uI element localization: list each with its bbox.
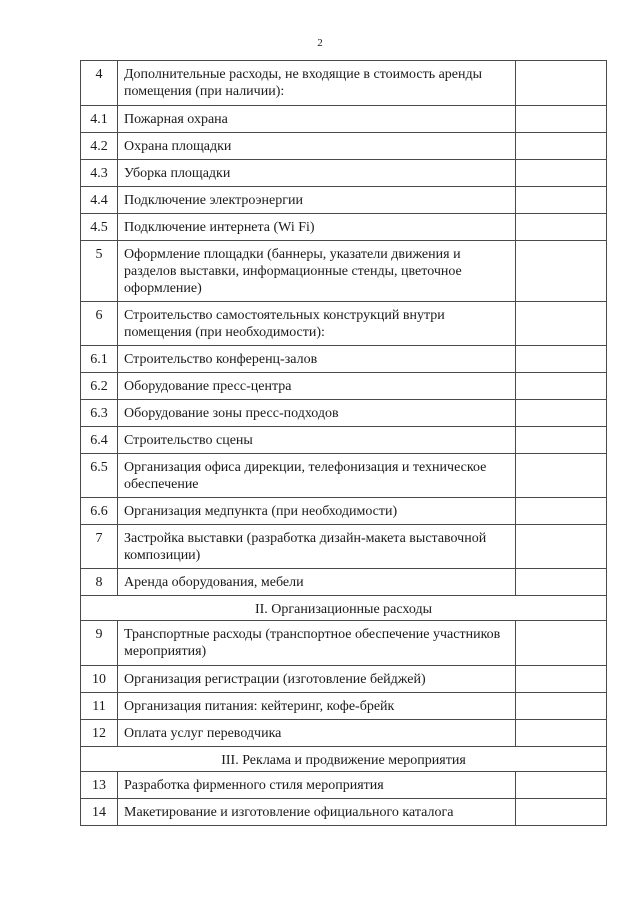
item-description: Оборудование зоны пресс-подходов bbox=[118, 400, 516, 427]
item-description: Охрана площадки bbox=[118, 133, 516, 160]
item-number: 6.2 bbox=[81, 373, 118, 400]
table-row bbox=[81, 214, 607, 241]
table-row bbox=[81, 241, 607, 302]
item-description: Оборудование пресс-центра bbox=[118, 373, 516, 400]
section-header-row bbox=[81, 747, 607, 772]
item-amount-cell bbox=[516, 400, 607, 427]
item-number: 5 bbox=[81, 241, 118, 302]
table-row bbox=[81, 621, 607, 666]
item-number: 7 bbox=[81, 525, 118, 569]
item-number: 6.1 bbox=[81, 346, 118, 373]
item-description: Организация медпункта (при необходимости) bbox=[118, 498, 516, 525]
item-amount-cell bbox=[516, 214, 607, 241]
item-description: Транспортные расходы (транспортное обеспечение участников мероприятия) bbox=[118, 621, 516, 666]
table-row bbox=[81, 454, 607, 498]
item-description: Макетирование и изготовление официального каталога bbox=[118, 799, 516, 826]
item-number: 9 bbox=[81, 621, 118, 666]
table-row bbox=[81, 346, 607, 373]
item-number: 14 bbox=[81, 799, 118, 826]
item-description: Пожарная охрана bbox=[118, 106, 516, 133]
table-row bbox=[81, 569, 607, 596]
item-description: Строительство самостоятельных конструкций внутри помещения (при необходимости): bbox=[118, 302, 516, 346]
item-amount-cell bbox=[516, 569, 607, 596]
item-amount-cell bbox=[516, 133, 607, 160]
item-description: Оформление площадки (баннеры, указатели движения и разделов выставки, информационные стенды, цветочное оформление) bbox=[118, 241, 516, 302]
item-number: 12 bbox=[81, 720, 118, 747]
item-amount-cell bbox=[516, 693, 607, 720]
item-number: 4.4 bbox=[81, 187, 118, 214]
item-description: Застройка выставки (разработка дизайн-макета выставочной композиции) bbox=[118, 525, 516, 569]
item-description: Строительство конференц-залов bbox=[118, 346, 516, 373]
item-number: 10 bbox=[81, 666, 118, 693]
cost-table-body bbox=[81, 61, 607, 826]
item-number: 6.6 bbox=[81, 498, 118, 525]
item-number: 6 bbox=[81, 302, 118, 346]
item-description: Подключение интернета (Wi Fi) bbox=[118, 214, 516, 241]
table-row bbox=[81, 427, 607, 454]
table-row bbox=[81, 373, 607, 400]
page-number: 2 bbox=[317, 37, 323, 49]
item-amount-cell bbox=[516, 106, 607, 133]
section-title: II. Организационные расходы bbox=[81, 596, 607, 621]
item-amount-cell bbox=[516, 187, 607, 214]
item-number: 4.3 bbox=[81, 160, 118, 187]
item-amount-cell bbox=[516, 799, 607, 826]
table-row bbox=[81, 106, 607, 133]
item-amount-cell bbox=[516, 498, 607, 525]
cost-table bbox=[80, 60, 607, 826]
table-row bbox=[81, 187, 607, 214]
item-amount-cell bbox=[516, 772, 607, 799]
item-number: 6.3 bbox=[81, 400, 118, 427]
item-number: 13 bbox=[81, 772, 118, 799]
item-description: Уборка площадки bbox=[118, 160, 516, 187]
item-amount-cell bbox=[516, 427, 607, 454]
item-amount-cell bbox=[516, 302, 607, 346]
table-row bbox=[81, 302, 607, 346]
item-description: Аренда оборудования, мебели bbox=[118, 569, 516, 596]
item-amount-cell bbox=[516, 160, 607, 187]
item-description: Подключение электроэнергии bbox=[118, 187, 516, 214]
item-amount-cell bbox=[516, 621, 607, 666]
item-description: Оплата услуг переводчика bbox=[118, 720, 516, 747]
item-number: 8 bbox=[81, 569, 118, 596]
item-description: Строительство сцены bbox=[118, 427, 516, 454]
table-row bbox=[81, 772, 607, 799]
item-amount-cell bbox=[516, 525, 607, 569]
item-description: Разработка фирменного стиля мероприятия bbox=[118, 772, 516, 799]
item-number: 6.5 bbox=[81, 454, 118, 498]
section-header-row bbox=[81, 596, 607, 621]
item-number: 4 bbox=[81, 61, 118, 106]
table-row bbox=[81, 693, 607, 720]
table-row bbox=[81, 666, 607, 693]
table-row bbox=[81, 133, 607, 160]
section-title: III. Реклама и продвижение мероприятия bbox=[81, 747, 607, 772]
table-row bbox=[81, 498, 607, 525]
item-description: Организация питания: кейтеринг, кофе-брейк bbox=[118, 693, 516, 720]
item-number: 4.5 bbox=[81, 214, 118, 241]
table-row bbox=[81, 400, 607, 427]
item-number: 4.2 bbox=[81, 133, 118, 160]
item-description: Дополнительные расходы, не входящие в стоимость аренды помещения (при наличии): bbox=[118, 61, 516, 106]
table-row bbox=[81, 160, 607, 187]
table-row bbox=[81, 720, 607, 747]
item-amount-cell bbox=[516, 61, 607, 106]
item-amount-cell bbox=[516, 454, 607, 498]
item-amount-cell bbox=[516, 720, 607, 747]
table-row bbox=[81, 799, 607, 826]
item-amount-cell bbox=[516, 346, 607, 373]
item-amount-cell bbox=[516, 666, 607, 693]
item-description: Организация регистрации (изготовление бейджей) bbox=[118, 666, 516, 693]
table-row bbox=[81, 525, 607, 569]
item-number: 4.1 bbox=[81, 106, 118, 133]
item-description: Организация офиса дирекции, телефонизация и техническое обеспечение bbox=[118, 454, 516, 498]
item-amount-cell bbox=[516, 373, 607, 400]
item-number: 11 bbox=[81, 693, 118, 720]
item-amount-cell bbox=[516, 241, 607, 302]
table-row bbox=[81, 61, 607, 106]
item-number: 6.4 bbox=[81, 427, 118, 454]
